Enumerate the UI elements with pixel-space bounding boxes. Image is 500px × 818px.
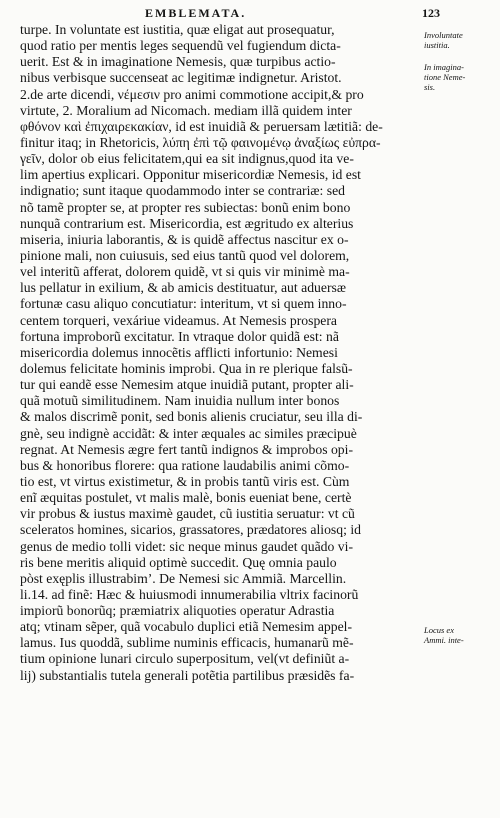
text-line: sceleratos homines, sicarios, grassatores, prædatores aliosq; id <box>20 522 361 538</box>
text-line: miseria, iniuria laborantis, & is quidẽ affectus nascitur ex o- <box>20 231 349 247</box>
text-line: bus & honoribus florere: qua ratione laudabilis animi cõmo- <box>20 457 350 473</box>
text-line: enĩ æquitas postulet, vt malis malè, bonis eueniat bene, certè <box>20 490 352 506</box>
margin-note-line: tione Neme- <box>424 72 466 82</box>
text-line: γεῖν, dolor ob eius felicitatem,qui ea sit indignus,quod ita ve- <box>20 151 354 167</box>
text-line: virtute, 2. Moralium ad Nicomach. mediam illã quidem inter <box>20 102 352 118</box>
margin-note-line: iustitia. <box>424 40 450 50</box>
text-line: li.14. ad finẽ: Hæc & huiusmodi innumerabilia vltrix facinorũ <box>20 586 359 602</box>
text-line: fortunæ casu aliquo concutiatur: interitum, vt si quem inno- <box>20 296 347 312</box>
text-line: nunquã contrarium est. Misericordia, est ægritudo ex alterius <box>20 215 354 231</box>
text-line: atq; vtinam sẽper, quã vocabulo duplici etiã Nemesim appel- <box>20 619 353 635</box>
text-line: vir probus & iustus maximè gaudet, cũ iustitia seruatur: vt cũ <box>20 506 355 522</box>
text-line: tur qui eandẽ esse Nemesim atque inuidiã putant, propter ali- <box>20 377 354 393</box>
text-line: impiorũ bonorũq; præmiatrix aliquoties operatur Adrastia <box>20 603 335 619</box>
text-line: turpe. In voluntate est iustitia, quæ eligat aut prosequatur, <box>20 22 335 37</box>
margin-note <box>424 62 498 92</box>
text-line: regnat. At Nemesis ægre fert tantũ indignos & improbos opi- <box>20 441 354 457</box>
text-line: centem torqueri, vexáriue videamus. At Nemesis prospera <box>20 312 337 328</box>
text-line: vel interitũ afferat, dolorem quidẽ, vt si quis vir minimè ma- <box>20 264 350 280</box>
text-line: lij) substantialis tutela generali potẽtia partilibus præsidẽs fa- <box>20 667 355 683</box>
text-line: pinione mali, non cuiusuis, sed eius tantũ quod vel dolorem, <box>20 247 350 263</box>
text-line: φθόνον καὶ ἐπιχαιρεκακίαν, id est inuidiã & peruersam lætitiã: de- <box>20 118 383 134</box>
page-header <box>20 6 490 22</box>
margin-note-line: In imagina- <box>424 62 464 72</box>
margin-note <box>424 625 498 645</box>
running-head: EMBLEMATA. <box>145 6 247 20</box>
text-line: uerit. Est & in imaginatione Nemesis, quæ turpibus actio- <box>20 54 336 70</box>
text-line: & malos discrimẽ ponit, sed bonis alienis cruciatur, seu illa di- <box>20 409 363 425</box>
text-line: quod ratio per mentis leges sequendũ vel fugiendum dicta- <box>20 38 341 54</box>
text-line: pòst exęplis illustrabim’. De Nemesi sic Ammiã. Marcellin. <box>20 570 347 586</box>
text-line: misericordia dolemus innocẽtis afflicti infortunio: Nemesi <box>20 344 338 360</box>
page-number: 123 <box>422 6 440 20</box>
text-line: gnè, seu indignè accidãt: & inter æquales ac similes præcipuè <box>20 425 357 441</box>
text-line: fortuna improborũ excitatur. In vtraque dolor quidã est: nã <box>20 328 339 344</box>
margin-note-line: Ammi. inte- <box>424 635 464 645</box>
text-line: nõ tamẽ propter se, at propter res subiectas: bonũ enim bono <box>20 199 351 215</box>
margin-note-line: Locus ex <box>424 625 454 635</box>
text-line: lus pellatur in exilium, & ab amicis destituatur, aut aduersæ <box>20 280 346 296</box>
text-line: quã motuũ similitudinem. Nam inuidia nullum inter bonos <box>20 393 340 409</box>
text-line: tio est, vt virtus existimetur, & in probis tantũ viris est. Cùm <box>20 473 350 489</box>
text-line: lim apertius explicari. Opponitur misericordiæ Nemesis, id est <box>20 167 361 183</box>
text-line: tium opinione lunari circulo superpositum, vel(vt definiũt a- <box>20 651 350 667</box>
text-line: indignatio; sunt itaque quodammodo inter se contrariæ: sed <box>20 183 346 199</box>
text-line: finitur itaq; in Rhetoricis, λύπη ἐπὶ τῷ φαινομένῳ ἀναξίως εὐπρα- <box>20 134 381 150</box>
text-line: lamus. Ius quoddã, sublime numinis efficacis, humanarũ mẽ- <box>20 635 354 651</box>
margin-note-line: sis. <box>424 82 436 92</box>
text-line: nibus verbisque succenseat ac legitimæ indignetur. Aristot. <box>20 70 342 86</box>
body-text <box>20 22 420 684</box>
text-line: genus de medio tolli videt: sic neque minus gaudet quãdo vi- <box>20 538 353 554</box>
margin-note-line: Involuntate <box>424 30 463 40</box>
text-line: dolemus felicitate hominis improbi. Qua in re plerique falsũ- <box>20 360 353 376</box>
text-line: 2.de arte dicendi, νέμεσιν pro animi commotione accipit,& pro <box>20 86 364 102</box>
margin-note <box>424 30 498 50</box>
text-line: ris bene meritis aliquid optimè succedit. Quę omnia paulo <box>20 554 337 570</box>
